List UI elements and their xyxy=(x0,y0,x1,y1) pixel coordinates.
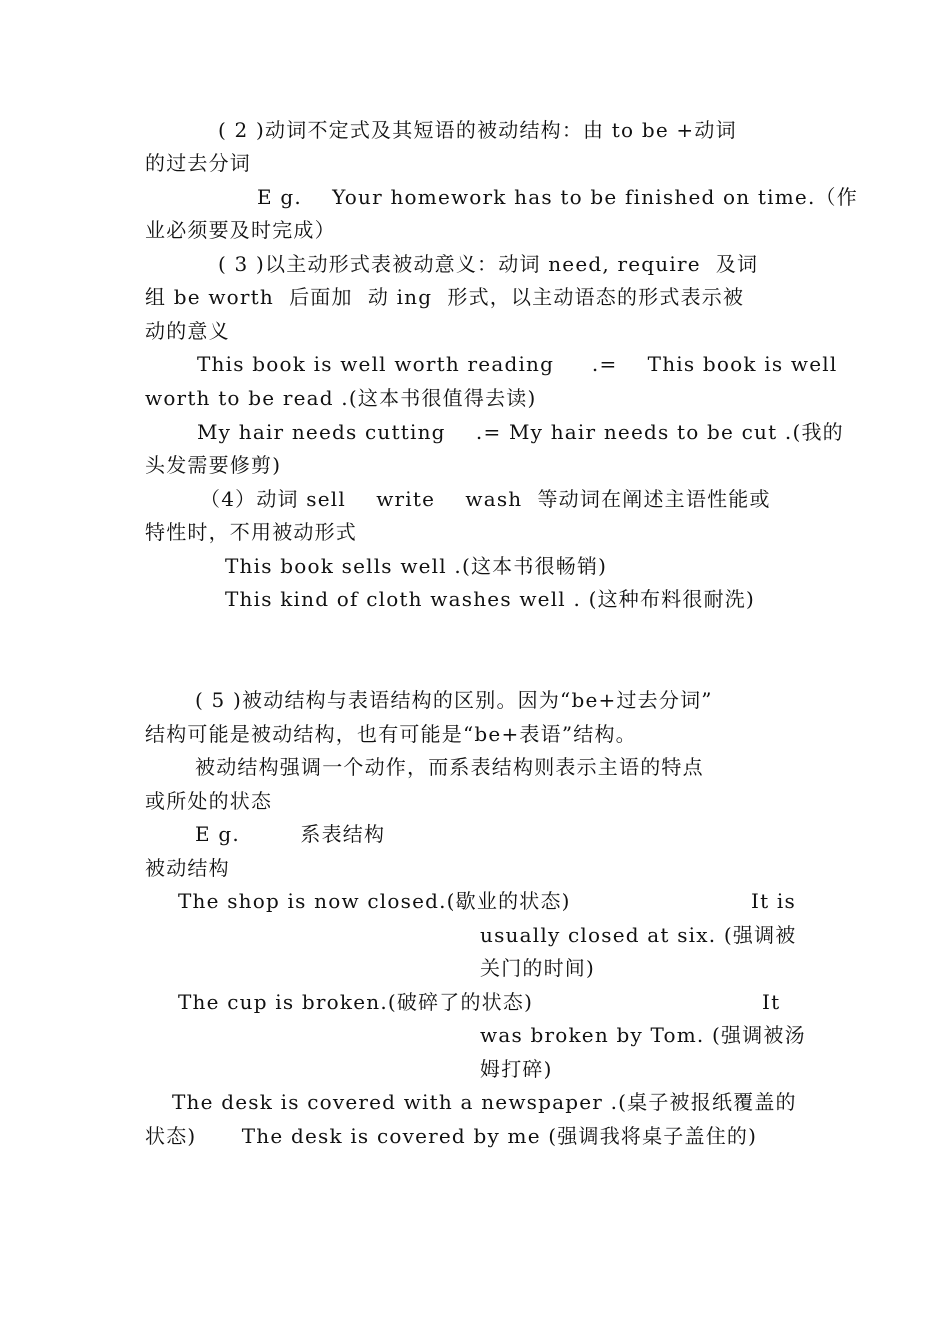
text-line: ( 5 )被动结构与表语结构的区别。因为“be+过去分词” xyxy=(195,688,713,712)
text-line: 状态) The desk is covered by me (强调我将桌子盖住的) xyxy=(145,1124,758,1148)
text-line: E g. Your homework has to be finished on time.（作 xyxy=(257,185,858,209)
text-line: （4）动词 sell write wash 等动词在阐述主语性能或 xyxy=(200,487,771,511)
text-line: 组 be worth 后面加 动 ing 形式，以主动语态的形式表示被 xyxy=(145,285,745,309)
text-line: This book sells well .(这本书很畅销) xyxy=(225,554,608,578)
text-line: The desk is covered with a newspaper .(桌子被报纸覆盖的 xyxy=(172,1090,797,1114)
text-line: 结构可能是被动结构，也有可能是“be+表语”结构。 xyxy=(145,722,637,746)
text-line: 被动结构 xyxy=(145,856,230,880)
text-line: 被动结构强调一个动作，而系表结构则表示主语的特点 xyxy=(195,755,704,779)
text-line: 特性时，不用被动形式 xyxy=(145,520,357,544)
text-line: The cup is broken.(破碎了的状态) xyxy=(178,990,534,1014)
text-line: 姆打碎) xyxy=(480,1057,553,1081)
text-line: My hair needs cutting .= My hair needs to be cut .(我的 xyxy=(197,420,844,444)
text-line: was broken by Tom. (强调被汤 xyxy=(480,1023,806,1047)
text-line: 业必须要及时完成） xyxy=(145,218,336,242)
text-line: usually closed at six. (强调被 xyxy=(480,923,797,947)
text-line: ( 2 )动词不定式及其短语的被动结构：由 to be +动词 xyxy=(218,118,737,142)
text-line: 头发需要修剪) xyxy=(145,453,282,477)
text-line: 关门的时间) xyxy=(480,956,596,980)
text-line: The shop is now closed.(歇业的状态) xyxy=(178,889,571,913)
text-line: ( 3 )以主动形式表被动意义：动词 need, require 及词 xyxy=(218,252,759,276)
text-line: It is xyxy=(751,889,796,913)
text-line: It xyxy=(762,990,781,1014)
text-line: 或所处的状态 xyxy=(145,789,273,813)
text-line: worth to be read .(这本书很值得去读) xyxy=(145,386,537,410)
text-line: 动的意义 xyxy=(145,319,230,343)
text-line: This book is well worth reading .= This book is well xyxy=(197,352,838,376)
text-line: E g. 系表结构 xyxy=(195,822,386,846)
text-line: 的过去分词 xyxy=(145,151,251,175)
text-line: This kind of cloth washes well . (这种布料很耐洗) xyxy=(225,587,755,611)
